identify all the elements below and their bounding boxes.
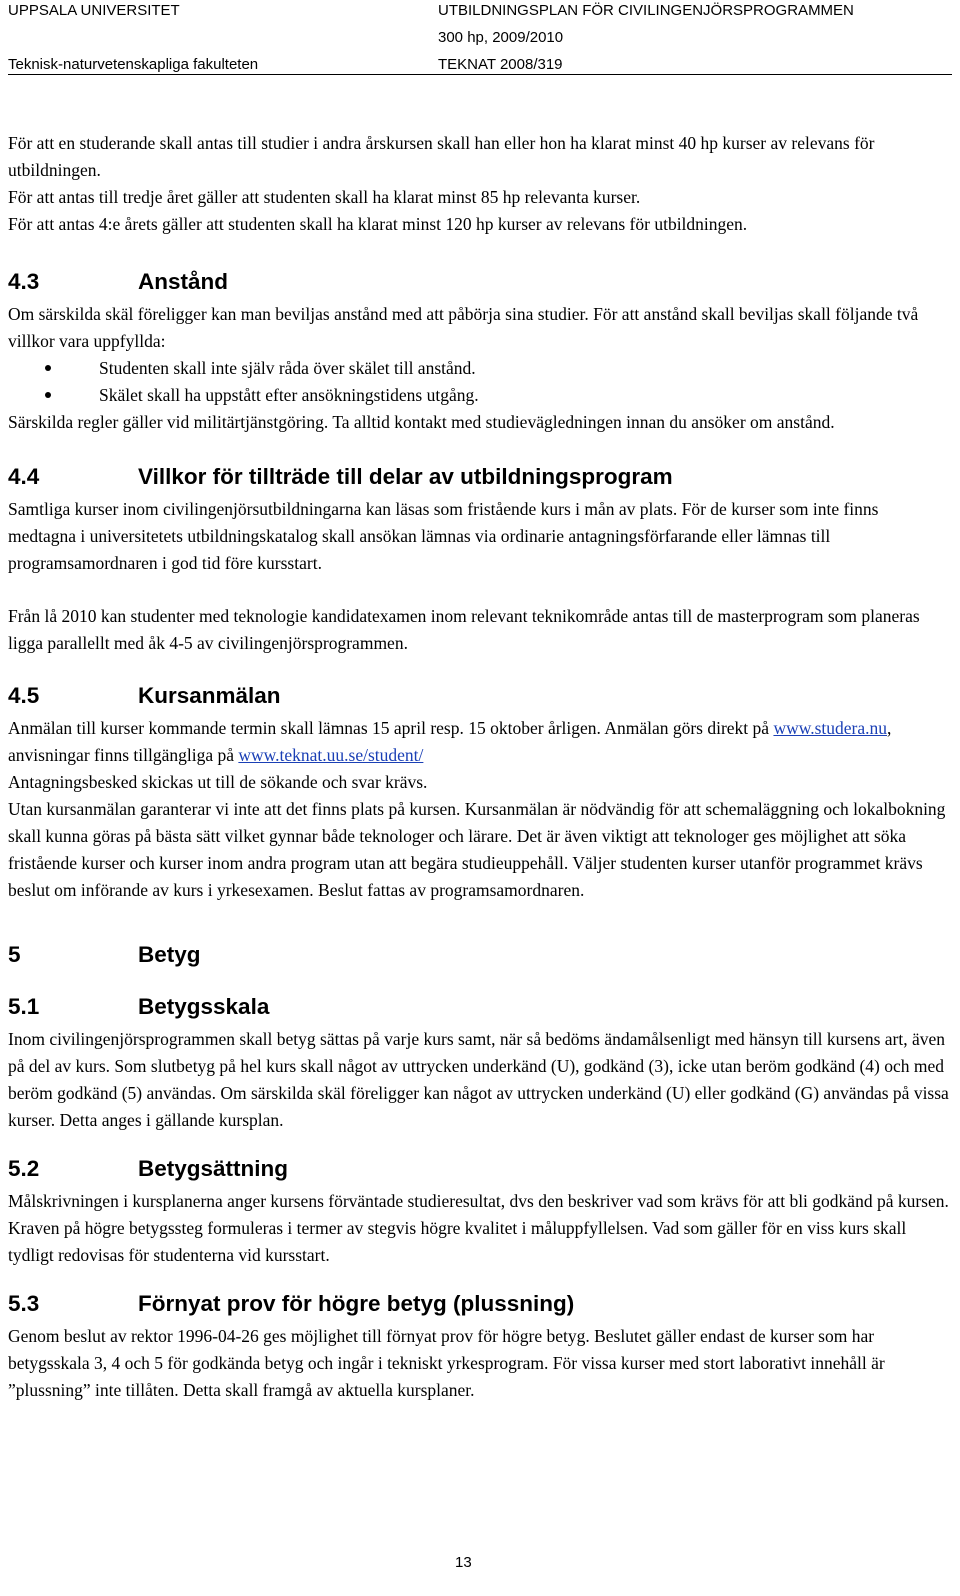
- header-doc-ref: TEKNAT 2008/319: [438, 56, 563, 73]
- section-heading-5-2: [8, 1154, 950, 1184]
- section-number: 5: [8, 942, 21, 967]
- section-heading-5: [8, 940, 950, 970]
- teknat-student-link[interactable]: www.teknat.uu.se/student/: [238, 745, 424, 765]
- section-number: 4.3: [8, 269, 40, 294]
- studera-link[interactable]: www.studera.nu: [773, 718, 887, 738]
- section-4-4-paragraph-2: Från lå 2010 kan studenter med teknologie kandidatexamen inom relevant teknikområde antas till de masterprogram som planeras ligga parallellt med åk 4-5 av civilingenjörsprogrammen.: [8, 606, 920, 653]
- intro-paragraph-3: För att antas 4:e årets gäller att studenten skall ha klarat minst 120 hp kurser av relevans för utbildningen.: [8, 214, 748, 234]
- text-run: , anvisningar finns tillgängliga på: [8, 718, 892, 765]
- section-title: Villkor för tillträde till delar av utbildningsprogram: [138, 464, 673, 489]
- section-heading-4-4: [8, 462, 950, 492]
- text-run: Anmälan till kurser kommande termin skall lämnas 15 april resp. 15 oktober årligen. Anmälan görs direkt på: [8, 718, 774, 738]
- intro-paragraph-1: För att en studerande skall antas till studier i andra årskursen skall han eller hon ha klarat minst 40 hp kurser av relevans för utbildningen.: [8, 133, 875, 180]
- section-4-3-paragraph-1: Om särskilda skäl föreligger kan man beviljas anstånd med att påbörja sina studier. För att anstånd skall beviljas skall följande två villkor vara uppfyllda:: [8, 304, 919, 351]
- section-4-5-paragraph-3: Utan kursanmälan garanterar vi inte att det finns plats på kursen. Kursanmälan är nödvändig för att schemaläggning och lokalbokning skall kunna göras på bästa sätt vilket gynnar både teknologer och lärare. Det är även viktigt att teknologer ges möjlighet att söka fristående kurser och kurser inom andra program utan att begära studieuppehåll. Väljer studenten kurser utanför programmet krävs beslut om införande av kurs i yrkesexamen. Beslut fattas av programsamordnaren.: [8, 799, 946, 900]
- list-item-text: Skälet skall ha uppstått efter ansökningstidens utgång.: [99, 385, 479, 405]
- section-heading-4-3: [8, 267, 950, 297]
- header-faculty: Teknisk-naturvetenskapliga fakulteten: [8, 56, 259, 73]
- section-title: Betygsättning: [138, 1156, 289, 1181]
- header-divider: [8, 74, 952, 75]
- page-number: 13: [455, 1554, 472, 1571]
- section-5-2-paragraph-1: Målskrivningen i kursplanerna anger kursens förväntade studieresultat, dvs den beskriver vad som krävs för att bli godkänd på kursen. Kraven på högre betygssteg formuleras i termer av stegvis högre kvalitet i måluppfyllelsen. Vad som gäller för en viss kurs skall tydligt redovisas för studenterna vid kursstart.: [8, 1191, 949, 1265]
- section-4-3-paragraph-2: Särskilda regler gäller vid militärtjänstgöring. Ta alltid kontakt med studievägledningen innan du ansöker om anstånd.: [8, 412, 835, 432]
- section-heading-5-3: [8, 1289, 950, 1319]
- section-4-4-paragraph-1: Samtliga kurser inom civilingenjörsutbildningarna kan läsas som fristående kurs i mån av plats. För de kurser som inte finns medtagna i universitetets utbildningskatalog skall ansökan lämnas via ordinarie antagningsförfarande eller lämnas till programsamordnaren i god tid före kursstart.: [8, 499, 879, 573]
- section-4-5-paragraph-1: [8, 715, 950, 769]
- section-number: 4.4: [8, 464, 40, 489]
- list-item: [8, 382, 950, 409]
- document-body: [8, 130, 950, 1404]
- bullet-icon: [45, 392, 51, 398]
- section-title: Betyg: [138, 942, 201, 967]
- section-title: Förnyat prov för högre betyg (plussning): [138, 1291, 575, 1316]
- list-item: [8, 355, 950, 382]
- section-title: Kursanmälan: [138, 683, 281, 708]
- bullet-icon: [45, 365, 51, 371]
- header-university: UPPSALA UNIVERSITET: [8, 2, 180, 19]
- section-number: 5.3: [8, 1291, 40, 1316]
- section-5-3-paragraph-1: Genom beslut av rektor 1996-04-26 ges möjlighet till förnyat prov för högre betyg. Beslutet gäller endast de kurser som har betygsskala 3, 4 och 5 för godkända betyg och ingår i tekniskt yrkesprogram. För vissa kurser med stort laborativt innehåll är ”plussning” inte tillåten. Detta skall framgå av aktuella kursplaner.: [8, 1326, 885, 1400]
- intro-paragraph-2: För att antas till tredje året gäller att studenten skall ha klarat minst 85 hp relevanta kurser.: [8, 187, 641, 207]
- section-title: Betygsskala: [138, 994, 270, 1019]
- conditions-list: [8, 355, 950, 409]
- section-number: 5.1: [8, 994, 40, 1019]
- section-heading-5-1: [8, 992, 950, 1022]
- header-doc-title: UTBILDNINGSPLAN FÖR CIVILINGENJÖRSPROGRAMMEN: [438, 2, 854, 19]
- section-heading-4-5: [8, 681, 950, 711]
- section-title: Anstånd: [138, 269, 228, 294]
- list-item-text: Studenten skall inte själv råda över skälet till anstånd.: [99, 358, 476, 378]
- section-5-1-paragraph-1: Inom civilingenjörsprogrammen skall betyg sättas på varje kurs samt, när så bedöms ändamålsenligt med hänsyn till kursens art, även på del av kurs. Som slutbetyg på hel kurs skall något av uttrycken underkänd (U), godkänd (3), icke utan beröm godkänd (4) och med beröm godkänd (5) användas. Om särskilda skäl föreligger kan något av uttrycken underkänd (U) eller godkänd (G) användas på vissa kurser. Detta anges i gällande kursplan.: [8, 1029, 949, 1130]
- header-doc-scope: 300 hp, 2009/2010: [438, 29, 564, 46]
- section-number: 5.2: [8, 1156, 40, 1181]
- section-4-5-paragraph-2: Antagningsbesked skickas ut till de sökande och svar krävs.: [8, 772, 428, 792]
- section-number: 4.5: [8, 683, 40, 708]
